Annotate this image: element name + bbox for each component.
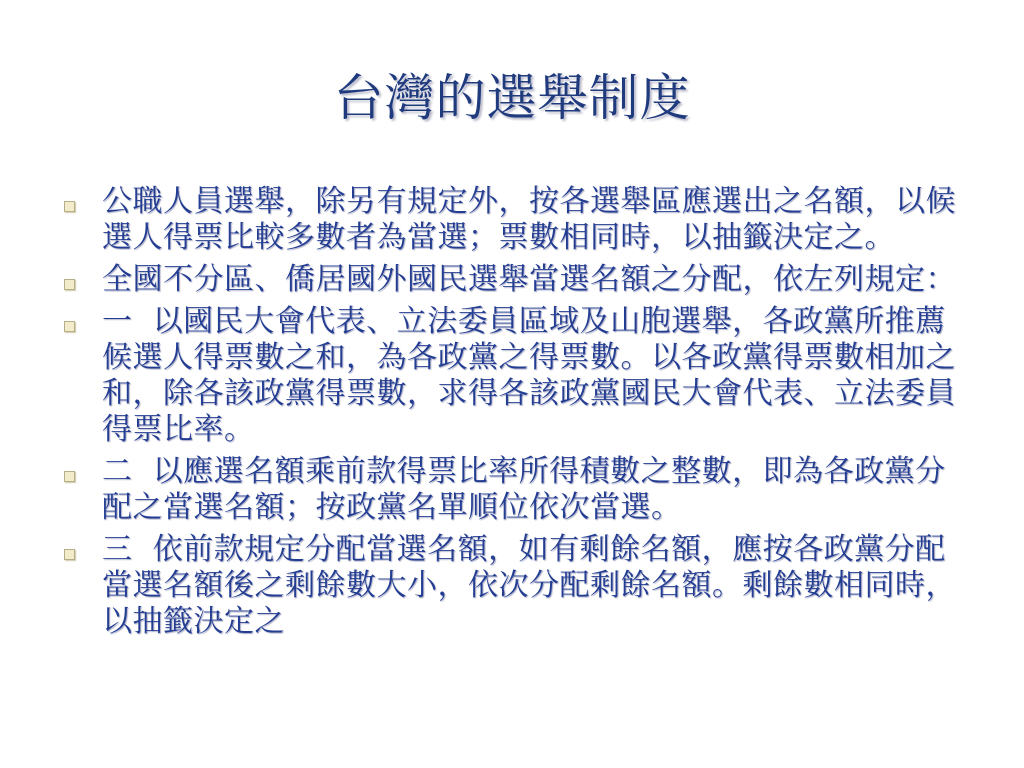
- square-bullet-icon: [64, 201, 75, 212]
- bullet-item: [60, 454, 960, 526]
- bullet-item: [60, 262, 960, 298]
- bullet-list: [60, 184, 960, 646]
- square-bullet-icon: [64, 279, 75, 290]
- bullet-item: [60, 184, 960, 256]
- bullet-item: [60, 304, 960, 448]
- square-bullet-icon: [64, 471, 75, 482]
- bullet-text: 公職人員選舉，除另有規定外，按各選舉區應選出之名額，以候選人得票比較多數者為當選；票數相同時，以抽籤決定之。: [102, 184, 956, 255]
- bullet-text: 全國不分區、僑居國外國民選舉當選名額之分配，依左列規定：: [102, 262, 956, 297]
- bullet-text: 二 以應選名額乘前款得票比率所得積數之整數，即為各政黨分配之當選名額；按政黨名單順位依次當選。: [102, 454, 946, 525]
- slide-title: 台灣的選舉制度: [333, 69, 691, 127]
- square-bullet-icon: [64, 549, 75, 560]
- square-bullet-icon: [64, 321, 75, 332]
- bullet-item: [60, 532, 960, 640]
- bullet-text: 三 依前款規定分配當選名額，如有剩餘名額，應按各政黨分配當選名額後之剩餘數大小，依次分配剩餘名額。剩餘數相同時，以抽籤決定之: [102, 532, 956, 639]
- bullet-text: 一 以國民大會代表、立法委員區域及山胞選舉，各政黨所推薦候選人得票數之和，為各政黨之得票數。以各政黨得票數相加之和，除各該政黨得票數，求得各該政黨國民大會代表、立法委員得票比率。: [102, 304, 956, 447]
